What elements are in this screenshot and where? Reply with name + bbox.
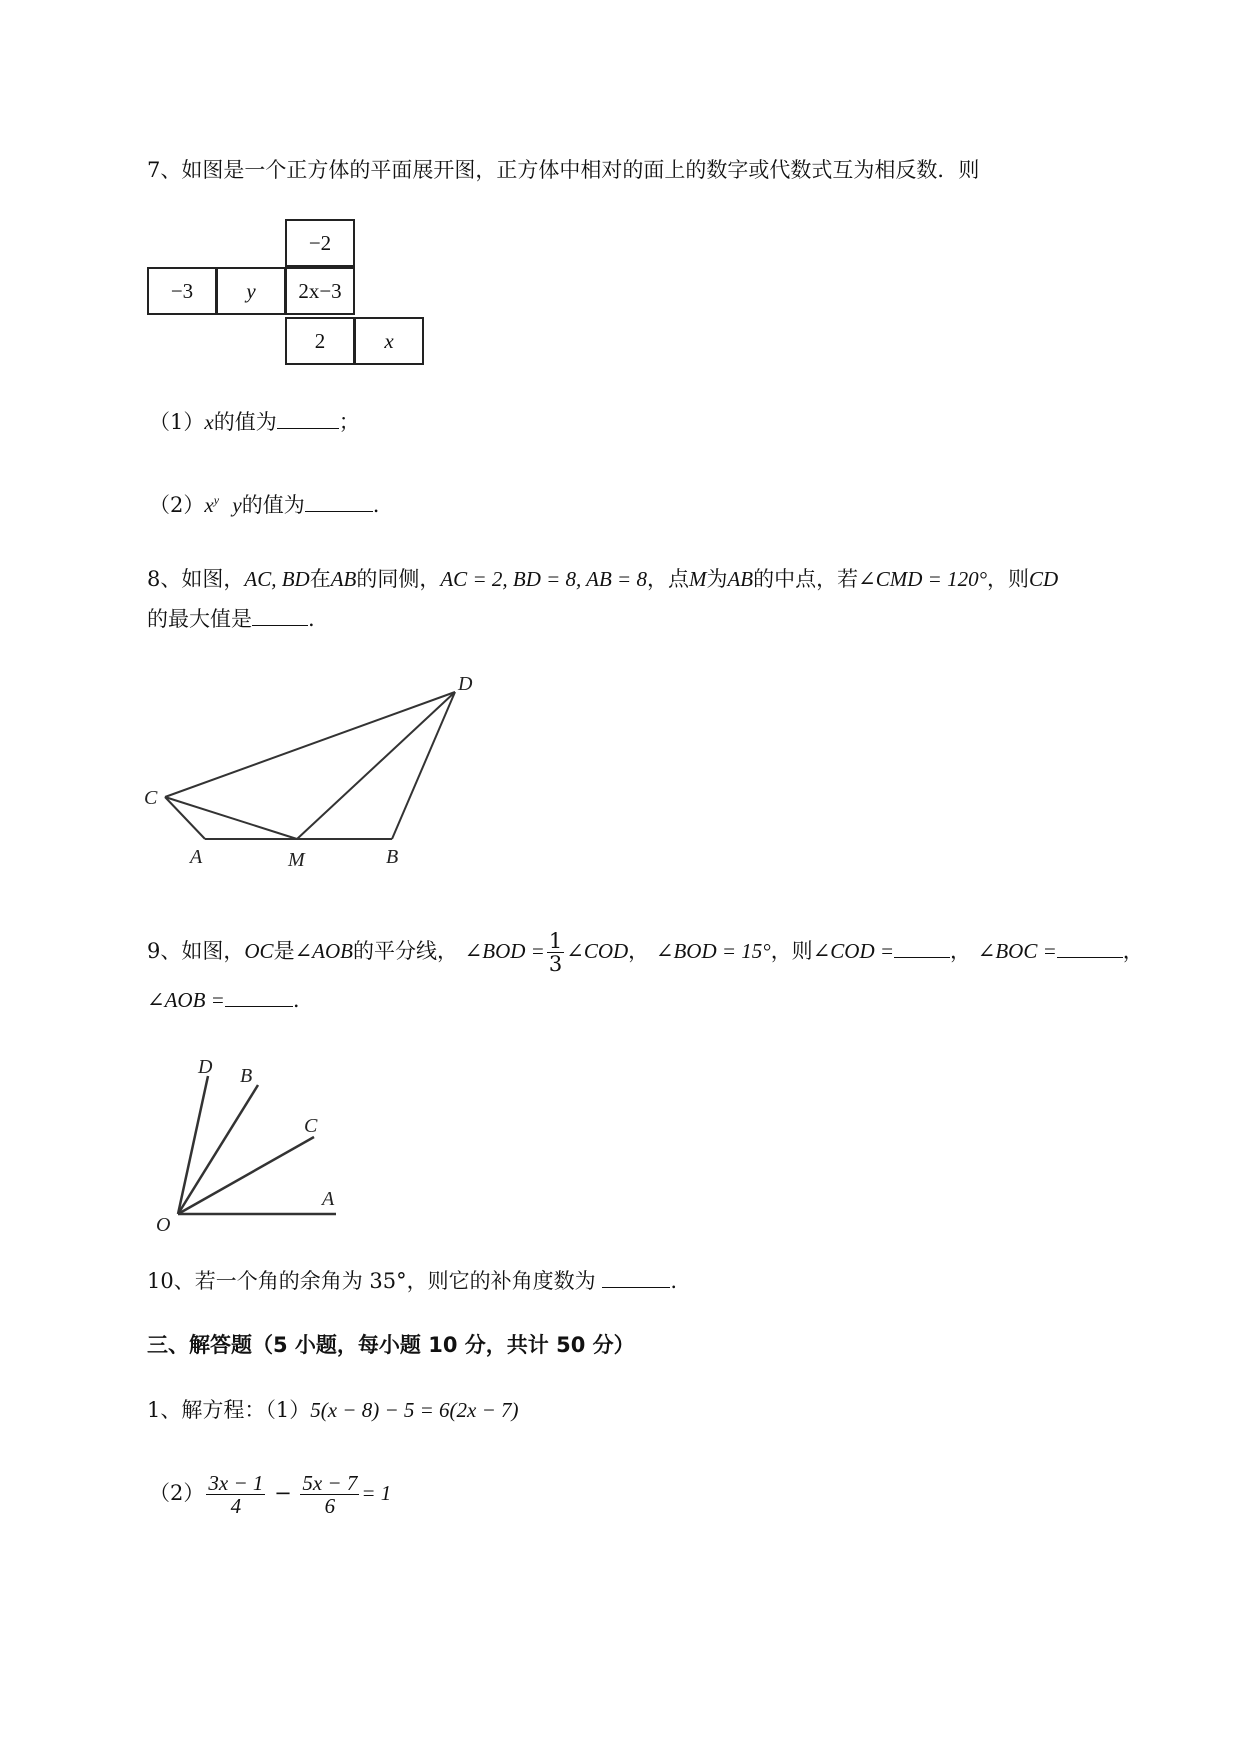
- label-A: A: [190, 846, 203, 868]
- answer-blank[interactable]: [252, 607, 308, 626]
- segment-BD: [392, 692, 455, 839]
- net-cell-center: 2x−3: [285, 267, 355, 315]
- label-B: B: [240, 1065, 253, 1087]
- q7-part1: （1）x的值为 ；: [149, 410, 360, 434]
- net-cell-left: −3: [147, 267, 217, 315]
- label-O: O: [156, 1214, 171, 1235]
- fraction-1: $\frac{3x - 1}{4}$: [208, 1471, 264, 1518]
- answer-blank[interactable]: [894, 939, 950, 958]
- answer-blank[interactable]: [277, 410, 339, 429]
- label-M: M: [288, 849, 305, 871]
- label-D: D: [458, 673, 473, 695]
- net-cell-y: y: [216, 267, 286, 315]
- cube-net-figure: [147, 219, 433, 370]
- segment-MD: [297, 692, 455, 839]
- s1-line1: 1、解方程：（1）5(x − 8) − 5 = 6(2x − 7): [147, 1398, 519, 1422]
- fraction-one-third: $\frac{1}{3}$: [548, 929, 563, 976]
- net-cell-top: −2: [285, 219, 355, 267]
- segment-CD: [165, 692, 455, 797]
- q9-line2: ∠AOB = .: [147, 988, 300, 1012]
- ray-OB: [178, 1085, 258, 1214]
- q8-line2: 的最大值是 .: [147, 607, 315, 631]
- label-C: C: [144, 787, 158, 809]
- answer-blank[interactable]: [602, 1269, 670, 1288]
- ray-OC: [178, 1137, 314, 1214]
- label-B: B: [386, 846, 399, 868]
- section-title: 三、解答题（5 小题，每小题 10 分，共计 50 分）: [147, 1333, 635, 1357]
- net-cell-x: x: [354, 317, 424, 365]
- ray-OD: [178, 1076, 208, 1214]
- q10-line: 10、若一个角的余角为 35°，则它的补角度数为 .: [147, 1269, 677, 1293]
- q8-line1: 8、如图，AC, BD在AB的同侧，AC = 2, BD = 8, AB = 8，点M为AB的中点，若∠CMD = 120°，则CD: [147, 567, 1059, 591]
- answer-blank[interactable]: [1057, 939, 1123, 958]
- q7-stem: 7、如图是一个正方体的平面展开图，正方体中相对的面上的数字或代数式互为相反数．则: [147, 158, 980, 182]
- answer-blank[interactable]: [305, 493, 373, 512]
- s1-line2: （2） $\frac{3x - 1}{4}$ − $\frac{5x - 7}{6}$ = 1: [149, 1471, 392, 1518]
- q9-figure: [150, 1050, 350, 1235]
- q8-figure: [140, 670, 490, 880]
- label-D: D: [198, 1056, 213, 1078]
- q9-line1: 9、如图，OC是∠AOB的平分线， ∠BOD = $\frac{1}{3}$ ∠COD， ∠BOD = 15°，则∠COD = ， ∠BOC = ，: [147, 929, 1144, 976]
- net-cell-bottom: 2: [285, 317, 355, 365]
- q7-part2: $(2)x^y$ y的值为 .: [149, 493, 380, 517]
- label-C: C: [304, 1115, 318, 1137]
- label-A: A: [322, 1188, 335, 1210]
- answer-blank[interactable]: [225, 988, 293, 1007]
- fraction-2: $\frac{5x - 7}{6}$: [302, 1471, 358, 1518]
